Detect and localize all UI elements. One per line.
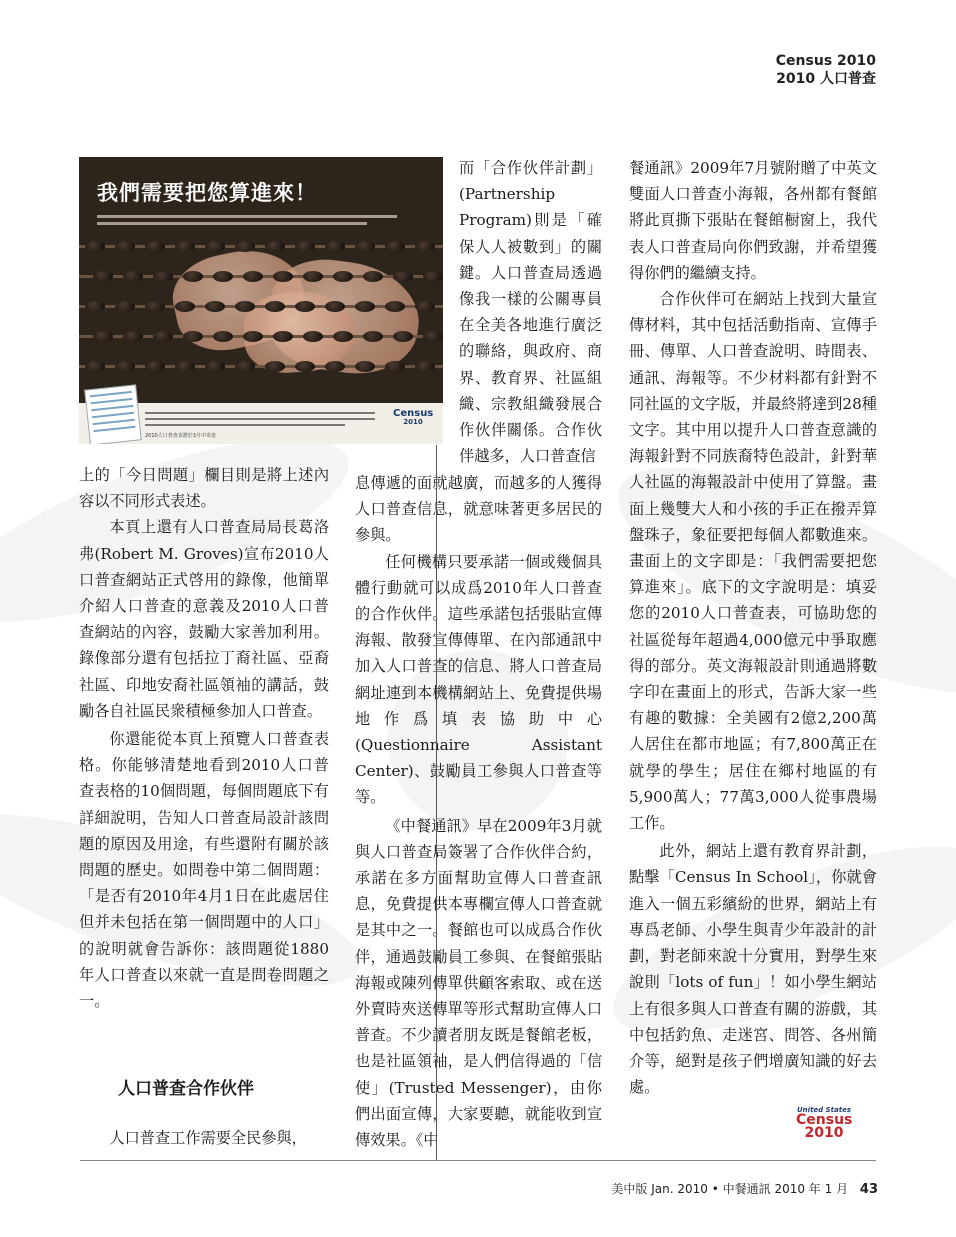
abacus-bead (303, 331, 323, 342)
poster-fine-print (145, 424, 345, 426)
abacus-bead (123, 331, 143, 342)
abacus-bead (205, 301, 225, 312)
abacus-bead (175, 241, 195, 252)
footer-date-zh: 2010 年 1 月 (774, 1182, 849, 1196)
census-2010-logo (796, 1106, 852, 1140)
abacus-bead (385, 301, 405, 312)
abacus-bead (265, 241, 285, 252)
page-number: 43 (859, 1182, 878, 1197)
column-middle-top (459, 155, 602, 469)
abacus-bead (393, 271, 413, 282)
header-census-en: Census 2010 (775, 53, 876, 69)
header-census-zh: 2010 人口普查 (776, 71, 876, 87)
census-form-thumbnail (84, 384, 142, 444)
abacus-bead (213, 271, 233, 282)
paragraph: 任何機構只要承諾一個或幾個具體行動就可以成爲2010年人口普查的合作伙伴。這些承諾包括張貼宣傳海報、散發宣傳傳單、在內部通訊中加入人口普查的信息、將人口普查局網址連到本機構網站上、免費提供場地作爲填表協助中心(Questionnaire Assistant Center)、鼓勵員工參與人口普查等等。 (355, 552, 602, 807)
abacus-bead (303, 271, 323, 282)
poster-logo-word: Census (393, 408, 434, 419)
poster-fine-print (145, 412, 375, 414)
abacus-bead (153, 331, 173, 342)
poster-fine-print (145, 418, 375, 420)
column-left (79, 462, 329, 1014)
page-header (776, 52, 876, 88)
abacus-bead (415, 361, 435, 372)
abacus-bead (183, 271, 203, 282)
abacus-bead (295, 361, 315, 372)
footer-bullet: • (711, 1182, 719, 1196)
abacus-bead (123, 271, 143, 282)
footer-magazine: 中餐通訊 (722, 1182, 771, 1196)
abacus-bead (205, 241, 225, 252)
abacus-bead (325, 301, 345, 312)
abacus-bead (85, 241, 105, 252)
paragraph: 餐通訊》2009年7月號附贈了中英文雙面人口普查小海報，各州都有餐館將此頁撕下張貼在餐館橱窗上，我代表人口普查局向你們致謝，并希望獲得你們的繼續支持。 (629, 159, 877, 282)
poster-fine-print (97, 222, 367, 225)
abacus-bead (355, 361, 375, 372)
abacus-bead (93, 331, 113, 342)
abacus-bead (115, 301, 135, 312)
abacus-bead (145, 301, 165, 312)
abacus-bead (423, 271, 443, 282)
footer-date-en: Jan. 2010 (651, 1182, 708, 1196)
column-right (629, 155, 877, 1100)
paragraph: 而「合作伙伴計劃」(Partnership Program)則是「確保人人被數到」的關鍵。人口普查局透過像我一樣的公關專員在全美各地進行廣泛的聯絡，與政府、商界、教育界、社區組織、宗教組織發展合作伙伴關係。合作伙伴越多，人口普查信 (459, 159, 602, 466)
logo-year: 2010 (804, 1125, 844, 1141)
paragraph: 本頁上還有人口普查局局長葛洛弗(Robert M. Groves)宣布2010人口普查網站正式啓用的錄像，他簡單介紹人口普查的意義及2010人口普查網站的內容，鼓勵大家善加利用。錄像部分還有包括拉丁裔社區、亞裔社區、印地安裔社區領袖的講話，鼓勵各自社區民衆積極參加人口普查。 (79, 518, 329, 720)
abacus-bead (333, 271, 353, 282)
abacus-bead (273, 331, 293, 342)
column-left-bottom (79, 1125, 329, 1151)
abacus-bead (115, 241, 135, 252)
abacus-bead (273, 271, 293, 282)
abacus-poster-image (79, 157, 443, 444)
abacus-bead (205, 361, 225, 372)
abacus-bead (93, 271, 113, 282)
abacus-bead (423, 331, 443, 342)
abacus-bead (333, 331, 353, 342)
abacus-bead (355, 241, 375, 252)
abacus-bead (393, 331, 413, 342)
column-middle (355, 470, 602, 1153)
abacus-bead (325, 361, 345, 372)
abacus-bead (243, 271, 263, 282)
abacus-bead (265, 301, 285, 312)
abacus-bead (355, 301, 375, 312)
abacus-bead (153, 271, 173, 282)
section-heading: 人口普查合作伙伴 (118, 1079, 254, 1099)
abacus-bead (145, 361, 165, 372)
column-divider (436, 445, 437, 1161)
abacus-bead (325, 241, 345, 252)
paragraph: 此外，網站上還有教育界計劃，點擊「Census In School」，你就會進入一個五彩繽紛的世界，網站上有專爲老師、小學生與青少年設計的計劃，對老師來說十分實用，對學生來說則「lots of fun」！如小學生網站上有很多與人口普查有關的游戲，其中包括釣魚、走迷宮、問答、各州簡介等，絕對是孩子們增廣知識的好去處。 (629, 842, 877, 1097)
footer-edition: 美中版 (611, 1182, 648, 1196)
abacus-bead (85, 301, 105, 312)
paragraph: 人口普查工作需要全民參與， (109, 1129, 307, 1147)
abacus-bead (115, 361, 135, 372)
abacus-bead (213, 331, 233, 342)
poster-logo-year: 2010 (403, 418, 423, 426)
abacus-bead (295, 241, 315, 252)
paragraph: 《中餐通訊》早在2009年3月就與人口普查局簽署了合作伙伴合約，承諾在多方面幫助宣傳人口普查訊息，免費提供本專欄宣傳人口普查就是其中之一。餐館也可以成爲合作伙伴，通過鼓勵員工參與、在餐館張貼海報或陳列傳單供顧客索取、或在送外賣時夾送傳單等形式幫助宣傳人口普查。不少讀者朋友既是餐館老板，也是社區領袖，是人們信得過的「信使」(Trusted Messenger)，由你們出面宣傳，大家要聽，就能收到宣傳效果。《中 (355, 816, 602, 1150)
abacus-bead (385, 241, 405, 252)
abacus-bead (295, 301, 315, 312)
abacus-bead (235, 301, 255, 312)
abacus-bead (265, 361, 285, 372)
abacus-bead (415, 301, 435, 312)
page-footer (611, 1180, 878, 1197)
abacus-bead (363, 271, 383, 282)
footer-rule (80, 1160, 876, 1161)
abacus-bead (175, 361, 195, 372)
poster-caption: 2010人口普查表將於3月中寄達 (145, 433, 216, 439)
abacus-bead (183, 331, 203, 342)
paragraph: 息傳遞的面就越廣，而越多的人獲得人口普查信息，就意味著更多居民的參與。 (355, 474, 602, 545)
poster-census-logo (393, 409, 433, 426)
abacus-bead (235, 241, 255, 252)
poster-fine-print (97, 215, 397, 218)
abacus-bead (243, 331, 263, 342)
abacus-bead (385, 361, 405, 372)
paragraph: 你還能從本頁上預覽人口普查表格。你能够清楚地看到2010人口普查表格的10個問題，每個問題底下有詳細說明，告知人口普查局設計該問題的原因及用途，有些還附有關於該問題的歷史。如問卷中第二個問題：「是否有2010年4月1日在此處居住但并未包括在第一個問題中的人口」的說明就會告訴你：該問題從1880年人口普查以來就一直是問卷問題之一。 (79, 730, 329, 1011)
paragraph: 合作伙伴可在網站上找到大量宣傳材料，其中包括活動指南、宣傳手冊、傳單、人口普查說明、時間表、通訊、海報等。不少材料都有針對不同社區的文字版，并最終將達到28種文字。其中用以提升人口普查意識的海報針對不同族裔特色設計，針對華人社區的海報設計中使用了算盤。畫面上幾雙大人和小孩的手正在撥弄算盤珠子，象征要把每個人都數進來。畫面上的文字即是：「我們需要把您算進來」。底下的文字說明是：填妥您的2010人口普查表，可協助您的社區從每年超過4,000億元中爭取應得的部分。英文海報設計則通過將數字印在畫面上的形式，告訴大家一些有趣的數據：全美國有2億2,200萬人居住在都市地區；有7,800萬正在就學的學生；居住在鄉村地區的有5,900萬人；77萬3,000人從事農場工作。 (629, 290, 877, 833)
abacus-bead (415, 241, 435, 252)
logo-census: Census (796, 1112, 853, 1128)
logo-united-states: United States (797, 1106, 851, 1114)
paragraph: 上的「今日問題」欄目則是將上述內容以不同形式表述。 (79, 466, 329, 511)
abacus-bead (145, 241, 165, 252)
abacus-bead (175, 301, 195, 312)
abacus-bead (235, 361, 255, 372)
abacus-bead (85, 361, 105, 372)
abacus-bead (363, 331, 383, 342)
poster-title: 我們需要把您算進來！ (97, 181, 317, 205)
